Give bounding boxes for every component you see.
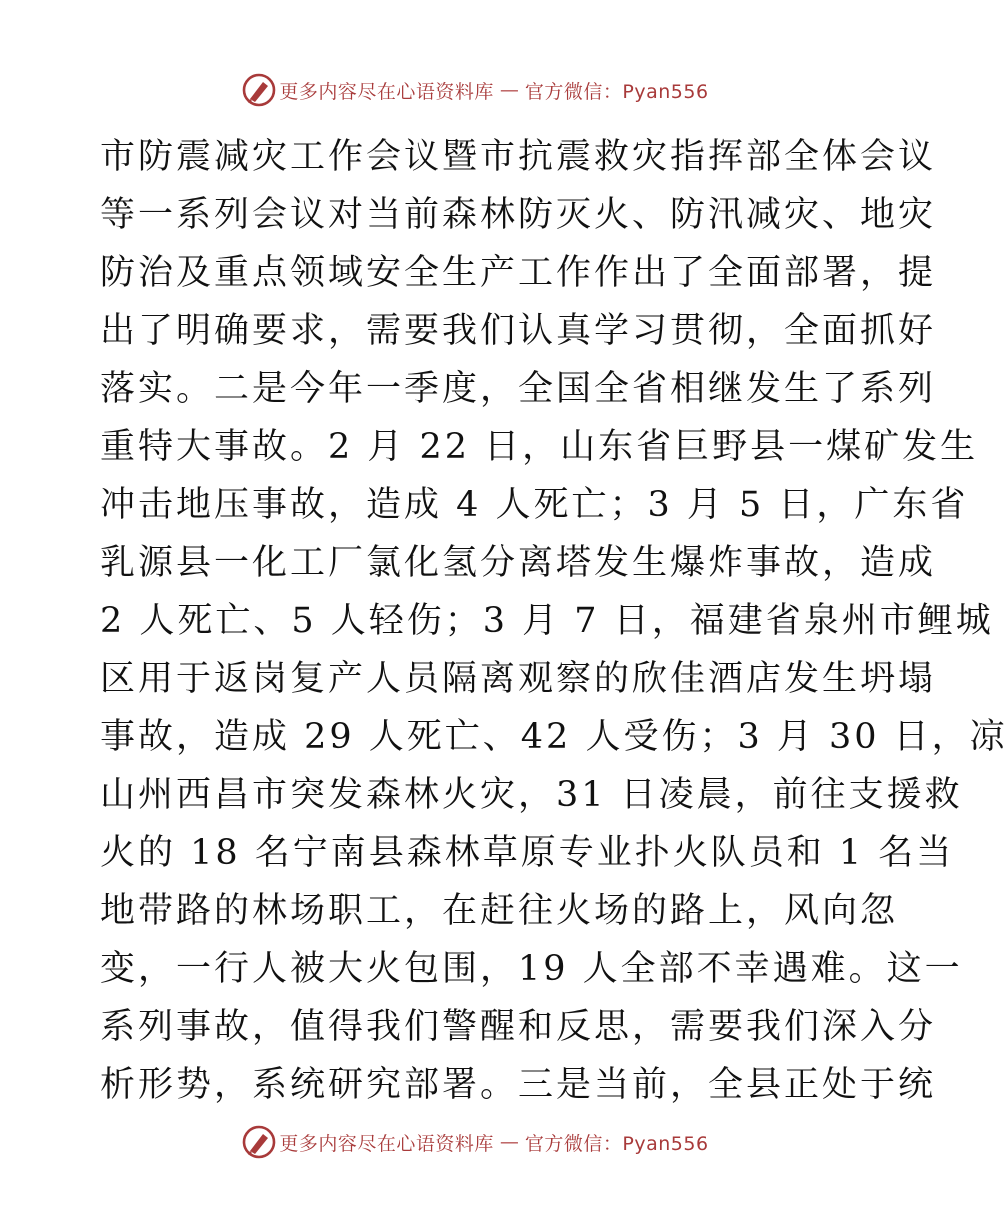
body-line: 落实。二是今年一季度，全国全省相继发生了系列	[100, 369, 937, 409]
watermark-contact: 官方微信：Pyan556	[524, 1132, 709, 1155]
body-line: 变，一行人被大火包围，19 人全部不幸遇难。这一	[100, 949, 963, 989]
body-line: 系列事故，值得我们警醒和反思，需要我们深入分	[100, 1007, 937, 1047]
body-line: 火的 18 名宁南县森林草原专业扑火队员和 1 名当	[100, 833, 955, 873]
watermark-footer	[0, 1122, 950, 1162]
body-line: 事故，造成 29 人死亡、42 人受伤；3 月 30 日，凉	[100, 717, 1008, 757]
body-line: 重特大事故。2 月 22 日，山东省巨野县一煤矿发生	[100, 427, 979, 467]
body-line: 防治及重点领域安全生产工作作出了全面部署，提	[100, 253, 937, 293]
body-line: 2 人死亡、5 人轻伤；3 月 7 日，福建省泉州市鲤城	[100, 601, 994, 641]
body-line: 市防震减灾工作会议暨市抗震救灾指挥部全体会议	[100, 137, 937, 177]
pen-logo-icon	[241, 72, 277, 108]
body-line: 乳源县一化工厂氯化氢分离塔发生爆炸事故，造成	[100, 543, 937, 583]
body-line: 区用于返岗复产人员隔离观察的欣佳酒店发生坍塌	[100, 659, 937, 699]
watermark-separator: —	[499, 79, 519, 101]
watermark-text: 更多内容尽在心语资料库	[279, 1132, 494, 1155]
body-line: 山州西昌市突发森林火灾，31 日凌晨，前往支援救	[100, 775, 963, 815]
watermark-header	[0, 70, 950, 110]
document-body	[100, 128, 1008, 1114]
body-line: 冲击地压事故，造成 4 人死亡；3 月 5 日，广东省	[100, 485, 969, 525]
body-line: 出了明确要求，需要我们认真学习贯彻，全面抓好	[100, 311, 937, 351]
body-line: 析形势，系统研究部署。三是当前，全县正处于统	[100, 1065, 937, 1105]
watermark-contact: 官方微信：Pyan556	[524, 80, 709, 103]
body-line: 地带路的林场职工，在赶往火场的路上，风向忽	[100, 891, 899, 931]
watermark-text: 更多内容尽在心语资料库	[279, 80, 494, 103]
pen-logo-icon	[241, 1124, 277, 1160]
watermark-separator: —	[499, 1131, 519, 1153]
body-line: 等一系列会议对当前森林防灭火、防汛减灾、地灾	[100, 195, 937, 235]
